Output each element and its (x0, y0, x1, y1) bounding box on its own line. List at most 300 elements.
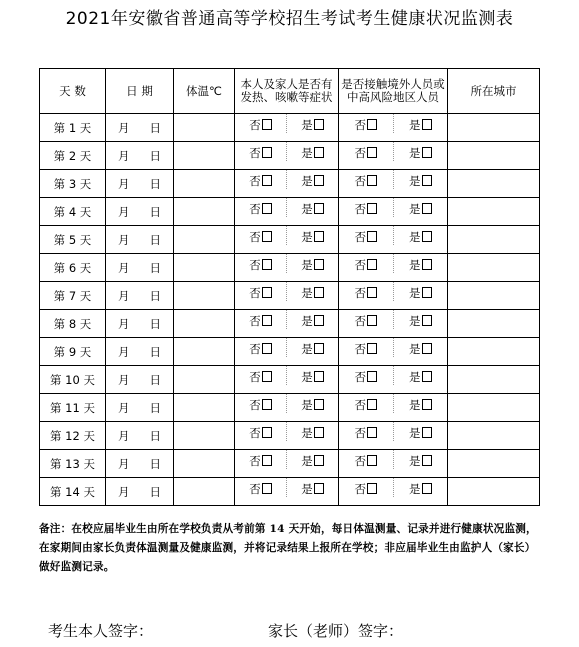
checkbox-icon[interactable] (262, 231, 272, 242)
checkbox-icon[interactable] (262, 427, 272, 438)
checkbox-icon[interactable] (262, 119, 272, 130)
checkbox-icon[interactable] (422, 399, 432, 410)
checkbox-icon[interactable] (314, 343, 324, 354)
contact-yes-label: 是 (409, 286, 421, 300)
table-row (40, 338, 540, 366)
contact-yes-option[interactable] (393, 310, 448, 329)
day-cell: 第 4 天 (40, 198, 106, 226)
temperature-cell[interactable] (174, 198, 235, 226)
symptoms-yes-option[interactable] (286, 338, 338, 357)
checkbox-icon[interactable] (314, 231, 324, 242)
day-cell: 第 3 天 (40, 170, 106, 198)
month-label: 月 (118, 232, 130, 247)
contact-yes-option[interactable] (393, 198, 448, 217)
day-label: 日 (149, 260, 161, 275)
contact-no-option[interactable] (339, 142, 393, 161)
notes-text: 备注：在校应届毕业生由所在学校负责从考前第 14 天开始，每日体温测量、记录并进行健康状况监测，在家期间由家长负责体温测量及健康监测，并将记录结果上报所在学校；非应届毕业生由监护人（家长）做好监测记录。 (39, 523, 537, 573)
symptoms-yes-label: 是 (301, 174, 313, 188)
checkbox-icon[interactable] (367, 147, 377, 158)
symptoms-no-label: 否 (249, 230, 261, 244)
day-cell: 第 12 天 (40, 422, 106, 450)
contact-no-option[interactable] (339, 254, 393, 273)
symptoms-no-option[interactable] (235, 226, 286, 245)
month-label: 月 (118, 204, 130, 219)
symptoms-yes-label: 是 (301, 370, 313, 384)
day-label: 日 (149, 148, 161, 163)
header-temperature: 体温℃ (174, 69, 235, 114)
symptoms-cell (235, 366, 339, 394)
city-cell[interactable] (448, 422, 540, 450)
checkbox-icon[interactable] (262, 147, 272, 158)
city-cell[interactable] (448, 478, 540, 506)
contact-yes-option[interactable] (393, 282, 448, 301)
symptoms-no-label: 否 (249, 174, 261, 188)
day-label: 日 (149, 456, 161, 471)
day-label: 日 (149, 316, 161, 331)
temperature-cell[interactable] (174, 394, 235, 422)
month-label: 月 (118, 484, 130, 499)
contact-yes-label: 是 (409, 230, 421, 244)
contact-no-label: 否 (354, 146, 366, 160)
city-cell[interactable] (448, 450, 540, 478)
month-label: 月 (118, 120, 130, 135)
checkbox-icon[interactable] (314, 175, 324, 186)
contact-yes-option[interactable] (393, 422, 448, 441)
contact-no-label: 否 (354, 258, 366, 272)
checkbox-icon[interactable] (262, 203, 272, 214)
checkbox-icon[interactable] (262, 399, 272, 410)
day-label: 日 (149, 372, 161, 387)
contact-no-label: 否 (354, 202, 366, 216)
checkbox-icon[interactable] (314, 287, 324, 298)
symptoms-cell (235, 226, 339, 254)
checkbox-icon[interactable] (422, 287, 432, 298)
table-row (40, 170, 540, 198)
contact-no-option[interactable] (339, 170, 393, 189)
contact-cell (339, 226, 448, 254)
symptoms-no-option[interactable] (235, 142, 286, 161)
symptoms-cell (235, 310, 339, 338)
symptoms-yes-option[interactable] (286, 114, 338, 133)
day-cell: 第 11 天 (40, 394, 106, 422)
temperature-cell[interactable] (174, 450, 235, 478)
day-cell: 第 7 天 (40, 282, 106, 310)
contact-no-label: 否 (354, 398, 366, 412)
date-cell[interactable] (106, 114, 174, 142)
table-row (40, 478, 540, 506)
symptoms-yes-option[interactable] (286, 366, 338, 385)
city-cell[interactable] (448, 198, 540, 226)
contact-yes-label: 是 (409, 482, 421, 496)
checkbox-icon[interactable] (422, 427, 432, 438)
header-symptoms-line1: 本人及家人是否有 (240, 77, 333, 91)
day-cell: 第 6 天 (40, 254, 106, 282)
symptoms-cell (235, 338, 339, 366)
contact-cell (339, 478, 448, 506)
checkbox-icon[interactable] (367, 231, 377, 242)
city-cell[interactable] (448, 310, 540, 338)
checkbox-icon[interactable] (422, 203, 432, 214)
checkbox-icon[interactable] (367, 427, 377, 438)
table-row (40, 394, 540, 422)
contact-cell (339, 170, 448, 198)
day-cell: 第 2 天 (40, 142, 106, 170)
page-title: 2021年安徽省普通高等学校招生考试考生健康状况监测表 (65, 9, 514, 29)
symptoms-yes-option[interactable] (286, 282, 338, 301)
contact-no-option[interactable] (339, 310, 393, 329)
contact-no-option[interactable] (339, 422, 393, 441)
symptoms-no-option[interactable] (235, 310, 286, 329)
contact-yes-label: 是 (409, 146, 421, 160)
checkbox-icon[interactable] (314, 483, 324, 494)
checkbox-icon[interactable] (422, 483, 432, 494)
header-contact-line2: 中高风险地区人员 (347, 90, 439, 104)
header-day: 天 数 (40, 69, 106, 114)
checkbox-icon[interactable] (367, 343, 377, 354)
symptoms-yes-label: 是 (301, 342, 313, 356)
symptoms-no-option[interactable] (235, 338, 286, 357)
checkbox-icon[interactable] (262, 371, 272, 382)
checkbox-icon[interactable] (422, 231, 432, 242)
day-cell: 第 5 天 (40, 226, 106, 254)
day-cell: 第 1 天 (40, 114, 106, 142)
symptoms-cell (235, 478, 339, 506)
city-cell[interactable] (448, 226, 540, 254)
contact-no-label: 否 (354, 482, 366, 496)
contact-yes-label: 是 (409, 342, 421, 356)
checkbox-icon[interactable] (367, 371, 377, 382)
temperature-cell[interactable] (174, 366, 235, 394)
date-cell[interactable] (106, 282, 174, 310)
symptoms-no-label: 否 (249, 482, 261, 496)
checkbox-icon[interactable] (422, 343, 432, 354)
contact-yes-option[interactable] (393, 114, 448, 133)
symptoms-yes-option[interactable] (286, 226, 338, 245)
symptoms-no-option[interactable] (235, 422, 286, 441)
symptoms-no-option[interactable] (235, 450, 286, 469)
symptoms-no-label: 否 (249, 342, 261, 356)
temperature-cell[interactable] (174, 338, 235, 366)
symptoms-no-label: 否 (249, 286, 261, 300)
symptoms-cell (235, 170, 339, 198)
contact-no-label: 否 (354, 118, 366, 132)
day-label: 日 (149, 232, 161, 247)
symptoms-no-label: 否 (249, 146, 261, 160)
contact-yes-label: 是 (409, 202, 421, 216)
contact-yes-label: 是 (409, 258, 421, 272)
contact-no-option[interactable] (339, 282, 393, 301)
contact-yes-option[interactable] (393, 226, 448, 245)
contact-yes-label: 是 (409, 398, 421, 412)
month-label: 月 (118, 316, 130, 331)
student-signature-label: 考生本人签字： (48, 622, 154, 640)
checkbox-icon[interactable] (422, 315, 432, 326)
symptoms-no-label: 否 (249, 370, 261, 384)
temperature-cell[interactable] (174, 310, 235, 338)
symptoms-no-option[interactable] (235, 170, 286, 189)
header-contact (339, 69, 448, 114)
symptoms-cell (235, 394, 339, 422)
contact-yes-option[interactable] (393, 478, 448, 497)
checkbox-icon[interactable] (422, 371, 432, 382)
table-row (40, 422, 540, 450)
temperature-cell[interactable] (174, 226, 235, 254)
symptoms-yes-option[interactable] (286, 254, 338, 273)
checkbox-icon[interactable] (314, 259, 324, 270)
symptoms-yes-option[interactable] (286, 198, 338, 217)
table-row (40, 254, 540, 282)
symptoms-yes-label: 是 (301, 482, 313, 496)
checkbox-icon[interactable] (262, 455, 272, 466)
month-label: 月 (118, 428, 130, 443)
checkbox-icon[interactable] (314, 427, 324, 438)
table-row (40, 226, 540, 254)
symptoms-no-label: 否 (249, 426, 261, 440)
contact-no-option[interactable] (339, 338, 393, 357)
header-symptoms-line2: 发热、咳嗽等症状 (240, 90, 333, 104)
symptoms-yes-option[interactable] (286, 450, 338, 469)
contact-no-option[interactable] (339, 478, 393, 497)
date-cell[interactable] (106, 394, 174, 422)
contact-yes-label: 是 (409, 454, 421, 468)
day-cell: 第 14 天 (40, 478, 106, 506)
contact-cell (339, 422, 448, 450)
contact-no-option[interactable] (339, 114, 393, 133)
symptoms-no-label: 否 (249, 398, 261, 412)
date-cell[interactable] (106, 142, 174, 170)
checkbox-icon[interactable] (367, 483, 377, 494)
symptoms-yes-option[interactable] (286, 310, 338, 329)
contact-no-label: 否 (354, 370, 366, 384)
symptoms-yes-option[interactable] (286, 142, 338, 161)
symptoms-yes-label: 是 (301, 398, 313, 412)
symptoms-yes-label: 是 (301, 258, 313, 272)
symptoms-cell (235, 198, 339, 226)
day-label: 日 (149, 484, 161, 499)
symptoms-yes-label: 是 (301, 426, 313, 440)
checkbox-icon[interactable] (262, 175, 272, 186)
checkbox-icon[interactable] (367, 259, 377, 270)
contact-yes-option[interactable] (393, 450, 448, 469)
symptoms-no-option[interactable] (235, 198, 286, 217)
checkbox-icon[interactable] (367, 455, 377, 466)
table-row (40, 114, 540, 142)
checkbox-icon[interactable] (367, 203, 377, 214)
symptoms-cell (235, 142, 339, 170)
symptoms-no-option[interactable] (235, 254, 286, 273)
checkbox-icon[interactable] (422, 175, 432, 186)
date-cell[interactable] (106, 338, 174, 366)
header-city: 所在城市 (448, 69, 540, 114)
contact-cell (339, 114, 448, 142)
contact-no-option[interactable] (339, 226, 393, 245)
symptoms-cell (235, 114, 339, 142)
symptoms-no-option[interactable] (235, 282, 286, 301)
symptoms-yes-label: 是 (301, 230, 313, 244)
date-cell[interactable] (106, 310, 174, 338)
symptoms-yes-label: 是 (301, 202, 313, 216)
symptoms-cell (235, 282, 339, 310)
city-cell[interactable] (448, 142, 540, 170)
contact-yes-label: 是 (409, 314, 421, 328)
day-cell: 第 13 天 (40, 450, 106, 478)
contact-yes-option[interactable] (393, 254, 448, 273)
checkbox-icon[interactable] (367, 399, 377, 410)
temperature-cell[interactable] (174, 170, 235, 198)
day-label: 日 (149, 176, 161, 191)
symptoms-cell (235, 450, 339, 478)
contact-yes-label: 是 (409, 118, 421, 132)
checkbox-icon[interactable] (314, 399, 324, 410)
contact-cell (339, 282, 448, 310)
temperature-cell[interactable] (174, 254, 235, 282)
symptoms-no-label: 否 (249, 258, 261, 272)
health-monitor-table (39, 68, 540, 506)
checkbox-icon[interactable] (262, 343, 272, 354)
contact-yes-option[interactable] (393, 170, 448, 189)
symptoms-yes-label: 是 (301, 118, 313, 132)
month-label: 月 (118, 148, 130, 163)
contact-yes-label: 是 (409, 426, 421, 440)
symptoms-no-option[interactable] (235, 478, 286, 497)
checkbox-icon[interactable] (367, 315, 377, 326)
contact-cell (339, 450, 448, 478)
table-row (40, 310, 540, 338)
day-cell: 第 8 天 (40, 310, 106, 338)
city-cell[interactable] (448, 282, 540, 310)
checkbox-icon[interactable] (422, 259, 432, 270)
city-cell[interactable] (448, 254, 540, 282)
contact-cell (339, 254, 448, 282)
month-label: 月 (118, 400, 130, 415)
contact-yes-label: 是 (409, 174, 421, 188)
contact-no-label: 否 (354, 454, 366, 468)
date-cell[interactable] (106, 170, 174, 198)
symptoms-yes-option[interactable] (286, 422, 338, 441)
contact-yes-option[interactable] (393, 338, 448, 357)
contact-yes-option[interactable] (393, 142, 448, 161)
temperature-cell[interactable] (174, 422, 235, 450)
contact-no-label: 否 (354, 426, 366, 440)
checkbox-icon[interactable] (367, 287, 377, 298)
symptoms-yes-label: 是 (301, 146, 313, 160)
table-row (40, 142, 540, 170)
temperature-cell[interactable] (174, 114, 235, 142)
month-label: 月 (118, 456, 130, 471)
contact-no-option[interactable] (339, 394, 393, 413)
contact-no-label: 否 (354, 342, 366, 356)
day-cell: 第 10 天 (40, 366, 106, 394)
city-cell[interactable] (448, 394, 540, 422)
checkbox-icon[interactable] (367, 175, 377, 186)
checkbox-icon[interactable] (262, 315, 272, 326)
contact-cell (339, 198, 448, 226)
contact-no-option[interactable] (339, 450, 393, 469)
header-date: 日 期 (106, 69, 174, 114)
contact-cell (339, 394, 448, 422)
table-body (40, 114, 540, 506)
symptoms-no-option[interactable] (235, 394, 286, 413)
symptoms-yes-label: 是 (301, 314, 313, 328)
date-cell[interactable] (106, 478, 174, 506)
month-label: 月 (118, 288, 130, 303)
checkbox-icon[interactable] (422, 455, 432, 466)
day-label: 日 (149, 344, 161, 359)
checkbox-icon[interactable] (262, 483, 272, 494)
day-label: 日 (149, 288, 161, 303)
day-label: 日 (149, 204, 161, 219)
month-label: 月 (118, 344, 130, 359)
checkbox-icon[interactable] (422, 119, 432, 130)
checkbox-icon[interactable] (367, 119, 377, 130)
city-cell[interactable] (448, 338, 540, 366)
temperature-cell[interactable] (174, 478, 235, 506)
table-row (40, 282, 540, 310)
symptoms-no-label: 否 (249, 454, 261, 468)
day-label: 日 (149, 400, 161, 415)
temperature-cell[interactable] (174, 142, 235, 170)
contact-no-label: 否 (354, 230, 366, 244)
contact-cell (339, 366, 448, 394)
symptoms-cell (235, 422, 339, 450)
city-cell[interactable] (448, 114, 540, 142)
checkbox-icon[interactable] (314, 315, 324, 326)
contact-no-label: 否 (354, 174, 366, 188)
symptoms-no-option[interactable] (235, 114, 286, 133)
symptoms-no-label: 否 (249, 118, 261, 132)
header-symptoms (235, 69, 339, 114)
month-label: 月 (118, 176, 130, 191)
day-cell: 第 9 天 (40, 338, 106, 366)
parent-signature-label: 家长（老师）签字： (268, 622, 404, 640)
checkbox-icon[interactable] (262, 259, 272, 270)
symptoms-no-label: 否 (249, 202, 261, 216)
city-cell[interactable] (448, 170, 540, 198)
checkbox-icon[interactable] (314, 371, 324, 382)
checkbox-icon[interactable] (314, 119, 324, 130)
table-row (40, 198, 540, 226)
contact-yes-option[interactable] (393, 394, 448, 413)
symptoms-no-option[interactable] (235, 366, 286, 385)
checkbox-icon[interactable] (314, 147, 324, 158)
symptoms-yes-option[interactable] (286, 170, 338, 189)
date-cell[interactable] (106, 450, 174, 478)
contact-no-option[interactable] (339, 198, 393, 217)
month-label: 月 (118, 260, 130, 275)
day-label: 日 (149, 120, 161, 135)
contact-cell (339, 142, 448, 170)
contact-no-option[interactable] (339, 366, 393, 385)
checkbox-icon[interactable] (422, 147, 432, 158)
date-cell[interactable] (106, 422, 174, 450)
day-label: 日 (149, 428, 161, 443)
date-cell[interactable] (106, 254, 174, 282)
symptoms-yes-option[interactable] (286, 394, 338, 413)
city-cell[interactable] (448, 366, 540, 394)
checkbox-icon[interactable] (262, 287, 272, 298)
contact-no-label: 否 (354, 286, 366, 300)
date-cell[interactable] (106, 226, 174, 254)
contact-yes-label: 是 (409, 370, 421, 384)
date-cell[interactable] (106, 366, 174, 394)
date-cell[interactable] (106, 198, 174, 226)
checkbox-icon[interactable] (314, 455, 324, 466)
checkbox-icon[interactable] (314, 203, 324, 214)
temperature-cell[interactable] (174, 282, 235, 310)
contact-yes-option[interactable] (393, 366, 448, 385)
table-row (40, 450, 540, 478)
symptoms-yes-option[interactable] (286, 478, 338, 497)
